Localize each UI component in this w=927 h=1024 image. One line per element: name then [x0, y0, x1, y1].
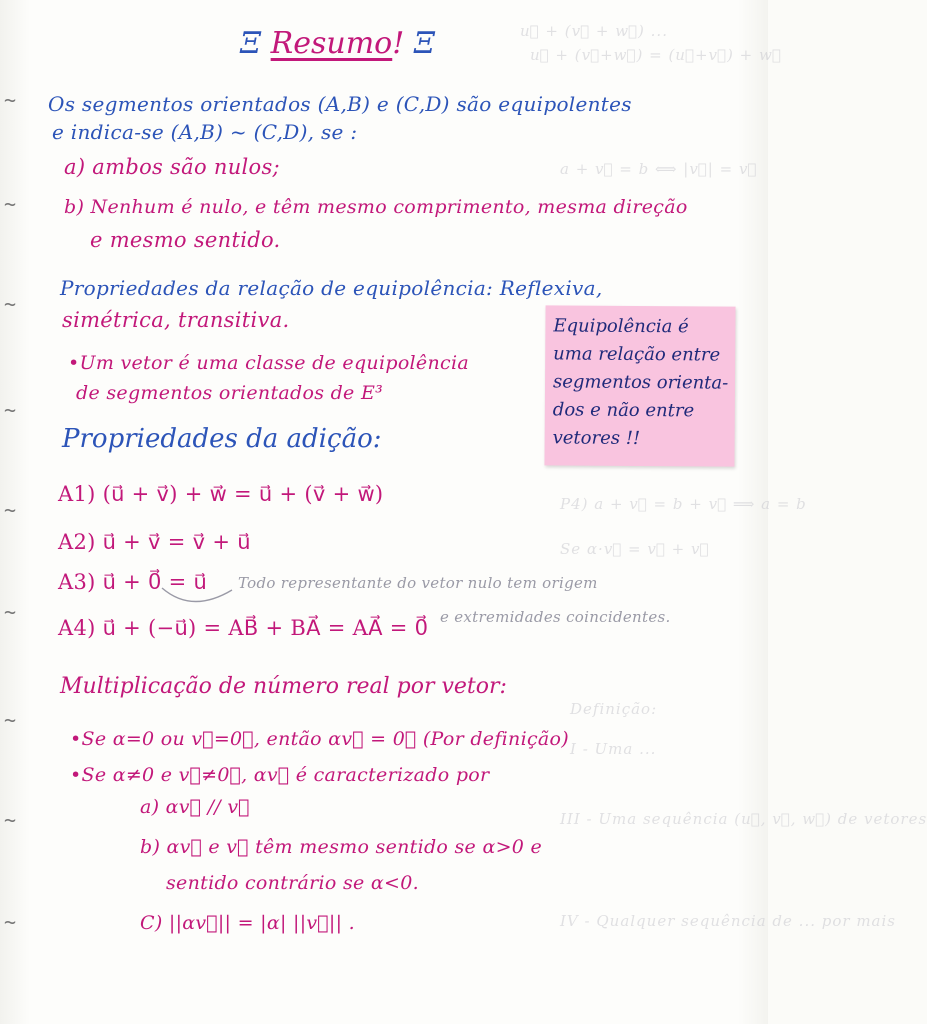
show-through-text: u⃗ + (v⃗+w⃗) = (u⃗+v⃗) + w⃗ [530, 46, 782, 64]
sticky-note-line: vetores !! [552, 427, 641, 450]
margin-tick: ~ [4, 910, 17, 934]
sticky-note-line: segmentos orienta- [552, 371, 729, 394]
condition-b-line-2: e mesmo sentido. [90, 228, 281, 252]
vector-definition-line-1: •Um vetor é uma classe de equipolência [68, 352, 469, 374]
margin-tick: ~ [4, 292, 17, 316]
condition-b-line-1: b) Nenhum é nulo, e têm mesmo comprimento, mesma direção [64, 196, 688, 218]
scalar-rule-2c: C) ||αv⃗|| = |α| ||v⃗|| . [140, 912, 355, 934]
show-through-text: u⃗ + (v⃗ + w⃗) ... [520, 22, 668, 40]
sticky-note-line: Equipolência é [553, 315, 689, 338]
sticky-note-line: dos e não entre [552, 399, 695, 422]
show-through-text: Se α·v⃗ = v⃗ + v⃗ [560, 540, 710, 558]
show-through-text: P4) a + v⃗ = b + v⃗ ⟹ a = b [560, 495, 807, 513]
margin-tick: ~ [4, 498, 17, 522]
null-vector-note-line-2: e extremidades coincidentes. [440, 608, 671, 626]
margin-tick: ~ [4, 192, 17, 216]
equipolence-properties-text: Propriedades da relação de equipolência: Reflexiva, [60, 276, 603, 300]
title-decor-right: Ξ [413, 26, 435, 61]
scalar-rule-2b-line-1: b) αv⃗ e v⃗ têm mesmo sentido se α>0 e [140, 836, 543, 858]
show-through-text: Definição: [570, 700, 658, 718]
addition-properties-heading [62, 424, 381, 454]
property-a3: A3) u⃗ + 0⃗ = u⃗ [58, 570, 208, 594]
scalar-rule-1: •Se α=0 ou v⃗=0⃗, então αv⃗ = 0⃗ (Por definição) [70, 728, 569, 750]
show-through-text: IV - Qualquer sequência de ... por mais [560, 912, 896, 930]
sticky-note [544, 305, 735, 466]
equipolence-definition-line-1: Os segmentos orientados (A,B) e (C,D) são equipolentes [48, 92, 632, 116]
margin-tick: ~ [4, 808, 17, 832]
condition-a: a) ambos são nulos; [64, 155, 280, 179]
margin-tick: ~ [4, 398, 17, 422]
sticky-note-line: uma relação entre [553, 343, 721, 366]
property-a1: A1) (u⃗ + v⃗) + w⃗ = u⃗ + (v⃗ + w⃗) [58, 482, 384, 506]
scalar-multiplication-heading-text: Multiplicação de número real por vetor: [60, 674, 507, 699]
equipolence-properties-line-2: simétrica, transitiva. [62, 308, 290, 332]
property-a4: A4) u⃗ + (−u⃗) = AB⃗ + BA⃗ = AA⃗ = 0⃗ [58, 616, 429, 640]
margin-tick: ~ [4, 708, 17, 732]
title-decor-left: Ξ [240, 26, 262, 61]
scalar-rule-2: •Se α≠0 e v⃗≠0⃗, αv⃗ é caracterizado por [70, 764, 490, 786]
title-mark: ! [392, 26, 405, 61]
vector-definition-line-2: de segmentos orientados de E³ [76, 382, 384, 404]
title-text: Resumo [270, 26, 393, 61]
scalar-rule-2b-line-2: sentido contrário se α<0. [166, 872, 419, 894]
margin-tick: ~ [4, 600, 17, 624]
scalar-rule-2a: a) αv⃗ // v⃗ [140, 796, 250, 818]
null-vector-note-line-1: Todo representante do vetor nulo tem origem [238, 574, 598, 592]
page-title [240, 26, 435, 61]
scalar-multiplication-heading [60, 674, 507, 699]
margin-tick: ~ [4, 88, 17, 112]
show-through-text: a + v⃗ = b ⟺ |v⃗| = v⃗ [560, 160, 758, 178]
show-through-text: I - Uma ... [570, 740, 657, 758]
equipolence-definition-line-2: e indica-se (A,B) ~ (C,D), se : [52, 120, 358, 144]
annotation-arrow [158, 580, 238, 610]
show-through-text: III - Uma sequência (u⃗, v⃗, w⃗) de vetores [560, 810, 927, 828]
addition-properties-heading-text: Propriedades da adição: [62, 424, 382, 454]
equipolence-properties-line-1 [60, 276, 603, 300]
property-a2: A2) u⃗ + v⃗ = v⃗ + u⃗ [58, 530, 251, 554]
